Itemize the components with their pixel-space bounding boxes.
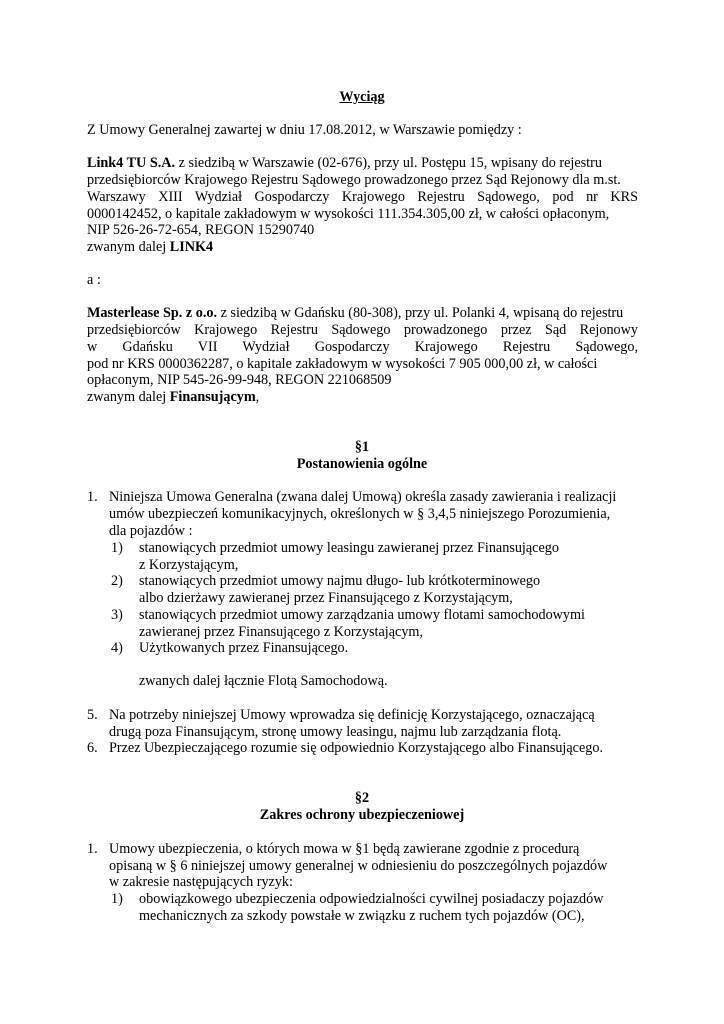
section1-item1-summary: zwanych dalej łącznie Flotą Samochodową. xyxy=(139,673,388,689)
list-number: 6. xyxy=(87,740,98,756)
section1-heading: Postanowienia ogólne xyxy=(296,456,428,472)
section1-item1-line1: Niniejsza Umowa Generalna (zwana dalej Umową) określa zasady zawierania i realizacji xyxy=(109,489,617,505)
sub-item-1-line2: z Korzystającym, xyxy=(139,557,239,573)
list-number: 1) xyxy=(111,540,123,556)
list-number: 2) xyxy=(111,573,123,589)
list-number: 4) xyxy=(111,640,123,656)
list-number: 1) xyxy=(111,891,123,907)
section2-item1-line3: w zakresie następujących ryzyk: xyxy=(109,874,293,890)
party-link4-line3: Warszawy XIII Wydział Gospodarczy Krajowego Rejestru Sądowego, pod nr KRS xyxy=(87,189,638,205)
sub-item-2-line1: stanowiących przedmiot umowy najmu długo- lub krótkoterminowego xyxy=(139,573,541,589)
section2-sub-item-1-line2: mechanicznych za szkody powstałe w związku z ruchem tych pojazdów (OC), xyxy=(139,908,585,924)
section1-item6-line1: Przez Ubezpieczającego rozumie się odpowiednio Korzystającego albo Finansującego. xyxy=(109,740,603,756)
party-link4-line2: przedsiębiorców Krajowego Rejestru Sądowego prowadzonego przez Sąd Rejonowy dla m.st. xyxy=(87,172,621,188)
section2-number: §2 xyxy=(354,790,370,806)
document-title: Wyciąg xyxy=(339,89,385,105)
section1-item1-line3: dla pojazdów : xyxy=(109,523,193,539)
list-number: 3) xyxy=(111,607,123,623)
party-link4-name: Link4 TU S.A. xyxy=(87,155,176,171)
section2-item1-line2: opisaną w § 6 niniejszej umowy generalnej w odniesieniu do poszczególnych pojazdów xyxy=(109,858,608,874)
party-masterlease-line1: Masterlease Sp. z o.o. z siedzibą w Gdańsku (80-308), przy ul. Polanki 4, wpisaną do rejestru xyxy=(87,305,624,321)
section1-item5-line1: Na potrzeby niniejszej Umowy wprowadza się definicję Korzystającego, oznaczającą xyxy=(109,707,595,723)
party-masterlease-line5: opłaconym, NIP 545-26-99-948, REGON 221068509 xyxy=(87,372,392,388)
party-masterlease-line4: pod nr KRS 0000362287, o kapitale zakładowym w wysokości 7 905 000,00 zł, w całości xyxy=(87,356,598,372)
party-masterlease-line3: w Gdańsku VII Wydział Gospodarczy Krajowego Rejestru Sądowego, xyxy=(87,339,638,355)
sub-item-1-line1: stanowiących przedmiot umowy leasingu zawieranej przez Finansującego xyxy=(139,540,559,556)
conjunction: a : xyxy=(87,272,101,288)
party-link4-called: zwanym dalej LINK4 xyxy=(87,239,214,255)
party-masterlease-called: zwanym dalej Finansującym, xyxy=(87,389,260,405)
party-link4-line4: 0000142452, o kapitale zakładowym w wysokości 111.354.305,00 zł, w całości opłaconym, xyxy=(87,206,610,222)
section2-heading: Zakres ochrony ubezpieczeniowej xyxy=(259,807,465,823)
sub-item-3-line1: stanowiących przedmiot umowy zarządzania umowy flotami samochodowymi xyxy=(139,607,585,623)
section2-item1-line1: Umowy ubezpieczenia, o których mowa w §1 będą zawierane zgodnie z procedurą xyxy=(109,841,580,857)
intro-text: Z Umowy Generalnej zawartej w dniu 17.08.2012, w Warszawie pomiędzy : xyxy=(87,122,522,138)
party-link4-line1: Link4 TU S.A. z siedzibą w Warszawie (02-676), przy ul. Postępu 15, wpisany do rejestru xyxy=(87,155,602,171)
section1-item1-line2: umów ubezpieczeń komunikacyjnych, określonych w § 3,4,5 niniejszego Porozumienia, xyxy=(109,506,611,522)
party-link4-line5: NIP 526-26-72-654, REGON 15290740 xyxy=(87,222,315,238)
section2-sub-item-1-line1: obowiązkowego ubezpieczenia odpowiedzialności cywilnej posiadaczy pojazdów xyxy=(139,891,604,907)
sub-item-2-line2: albo dzierżawy zawieranej przez Finansującego z Korzystającym, xyxy=(139,590,513,606)
party-masterlease-line2: przedsiębiorców Krajowego Rejestru Sądowego prowadzonego przez Sąd Rejonowy xyxy=(87,322,638,338)
list-number: 1. xyxy=(87,841,98,857)
list-number: 5. xyxy=(87,707,98,723)
sub-item-4-line1: Użytkowanych przez Finansującego. xyxy=(139,640,349,656)
section1-number: §1 xyxy=(354,439,370,455)
party-masterlease-name: Masterlease Sp. z o.o. xyxy=(87,305,218,321)
sub-item-3-line2: zawieranej przez Finansującego z Korzystającym, xyxy=(139,624,424,640)
list-number: 1. xyxy=(87,489,98,505)
section1-item5-line2: drugą poza Finansującym, stronę umowy leasingu, najmu lub zarządzania flotą. xyxy=(109,724,562,740)
